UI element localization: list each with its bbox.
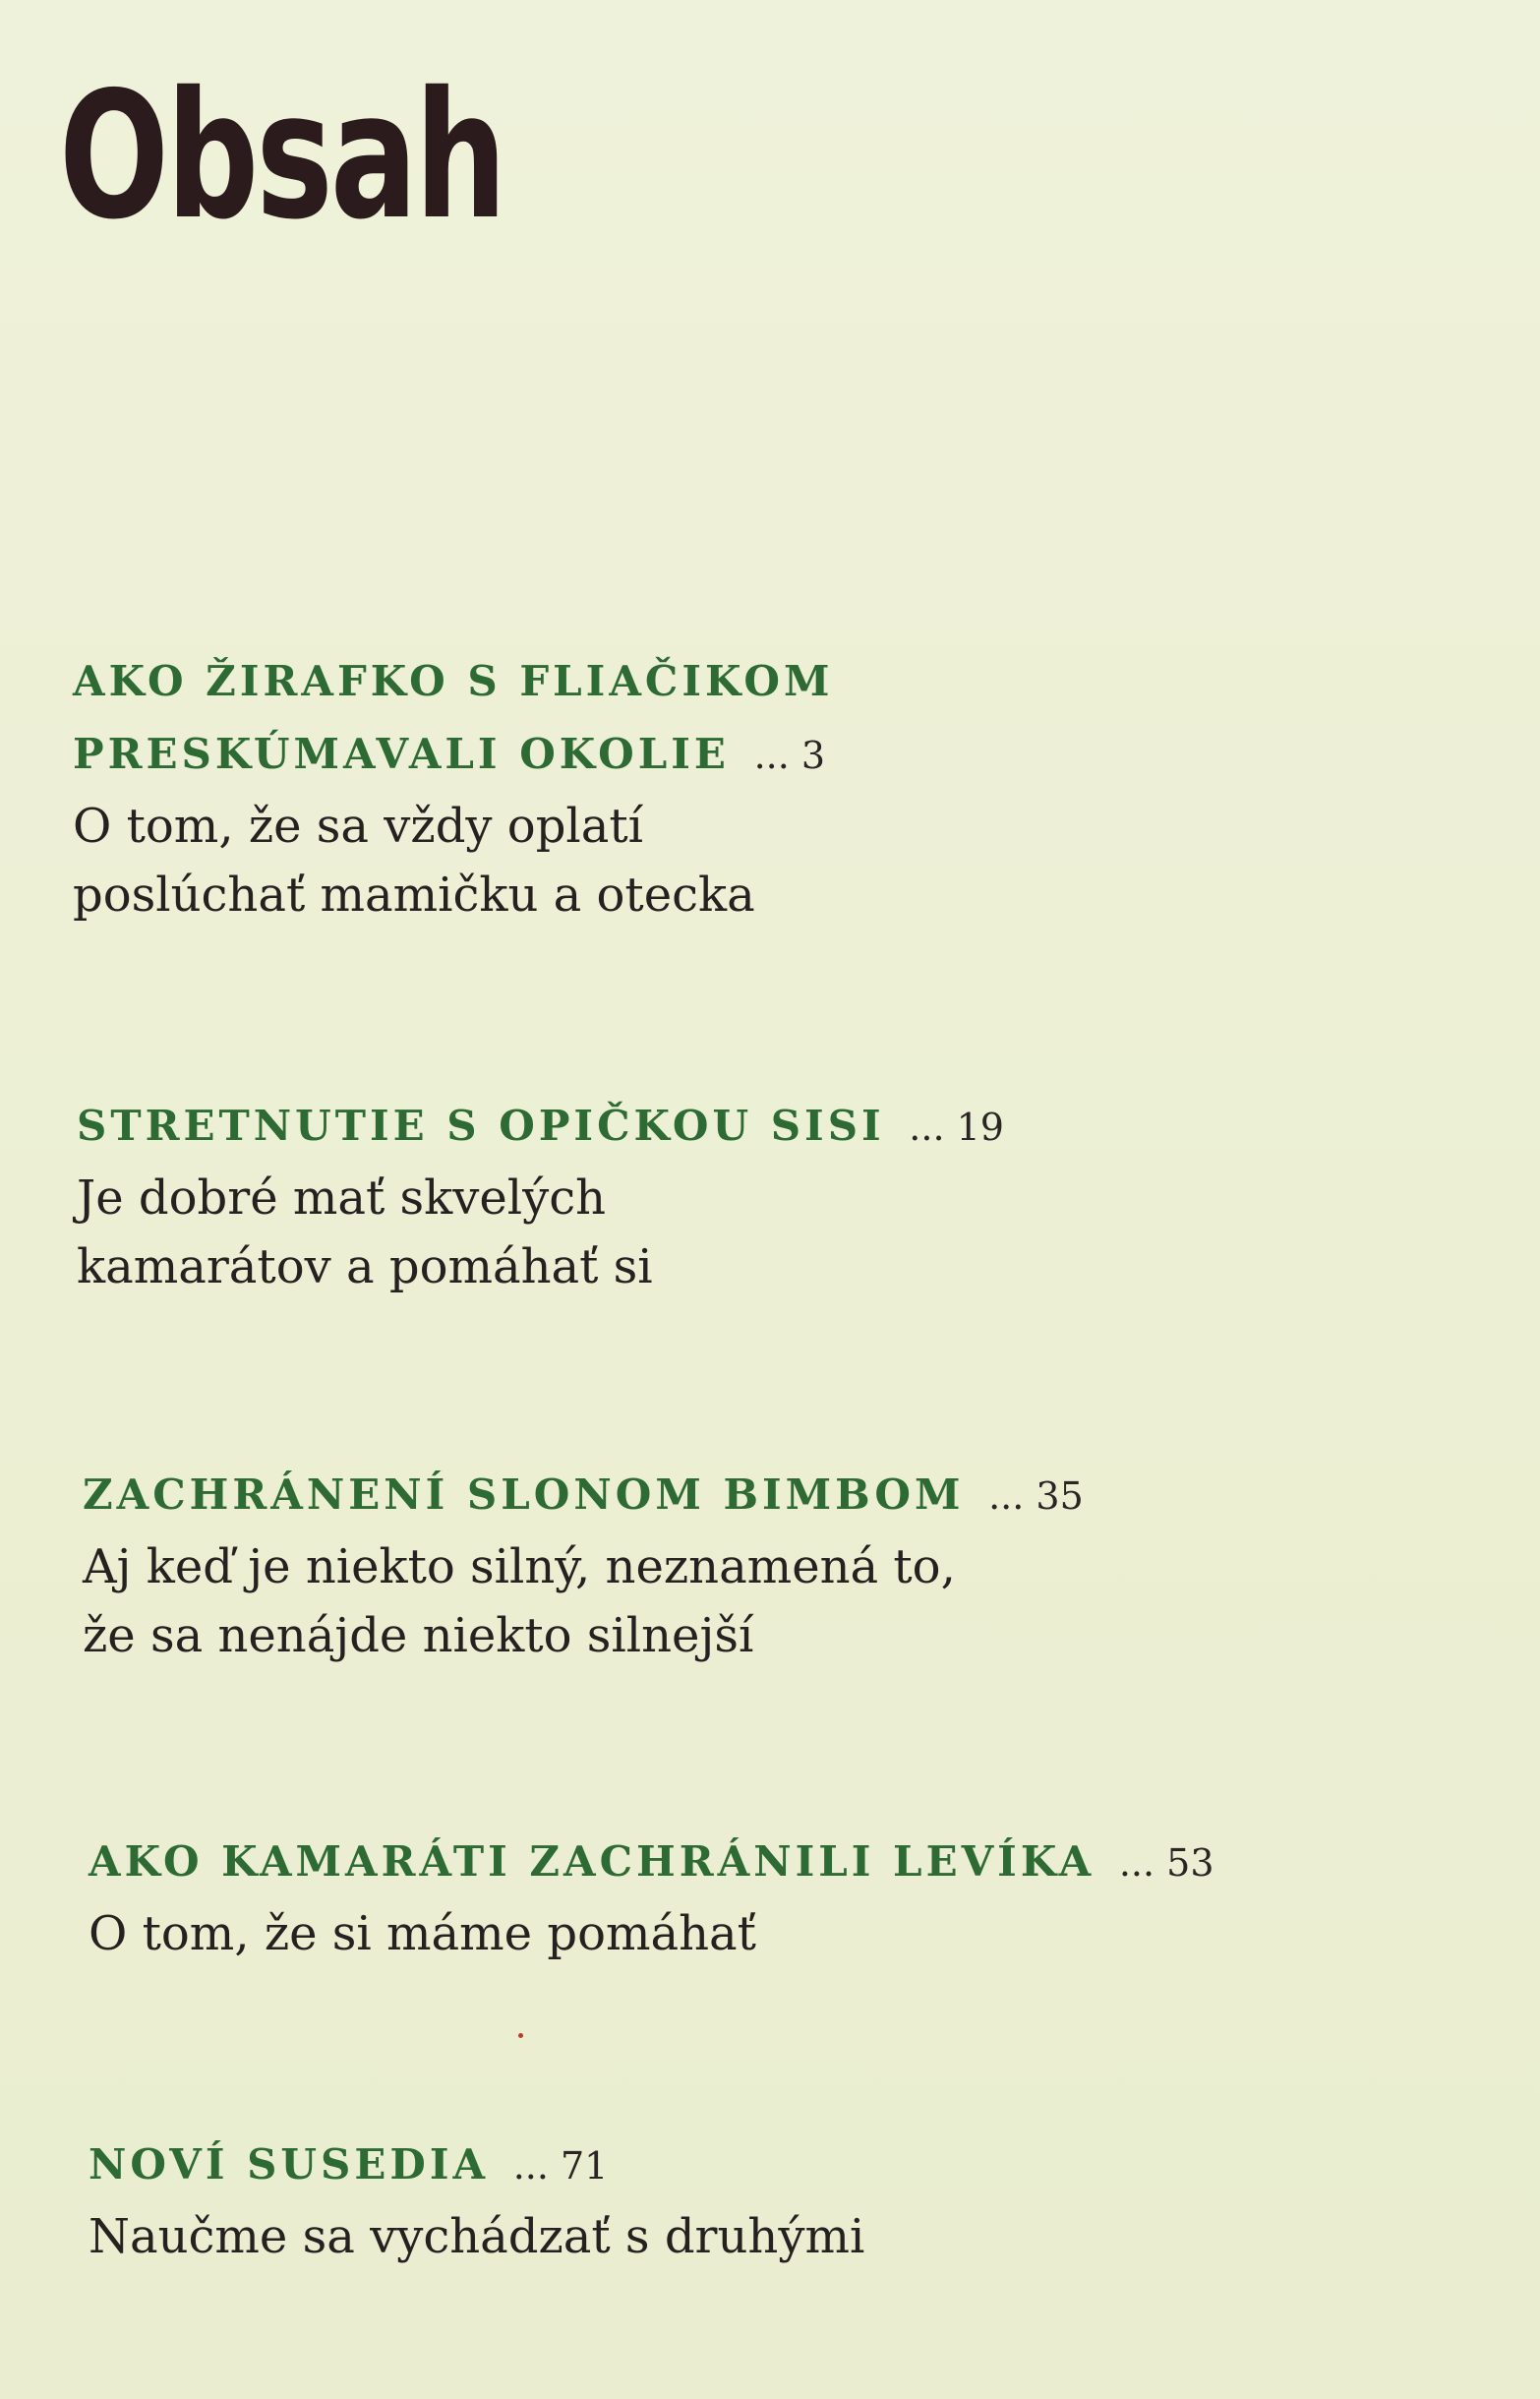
toc-entry-description-line: poslúchať mamičku a otecka bbox=[73, 868, 755, 923]
toc-entry-heading-line: PRESKÚMAVALI OKOLIE bbox=[73, 730, 730, 778]
toc-entry-description-line: O tom, že sa vždy oplatí bbox=[73, 799, 644, 854]
toc-entry-description-line: Je dobré mať skvelých bbox=[77, 1170, 607, 1226]
toc-entry bbox=[89, 2129, 1446, 2271]
toc-entry-description-line: kamarátov a pomáhať si bbox=[77, 1239, 653, 1294]
toc-entry-page-number: ... 19 bbox=[909, 1106, 1004, 1149]
toc-entry-heading-line: NOVÍ SUSEDIA bbox=[89, 2140, 490, 2189]
toc-entry-heading-line: AKO ŽIRAFKO S FLIAČIKOM bbox=[73, 657, 834, 705]
page-title: Obsah bbox=[59, 54, 504, 258]
toc-entry-heading bbox=[73, 645, 1430, 792]
toc-entry bbox=[73, 645, 1430, 930]
toc-entry-description bbox=[77, 1164, 1434, 1301]
toc-entry-description-line: že sa nenájde niekto silnejší bbox=[83, 1608, 754, 1663]
toc-entry-description bbox=[89, 2202, 1446, 2271]
toc-entry-description bbox=[73, 792, 1430, 930]
toc-entry-description-line: Aj keď je niekto silný, neznamená to, bbox=[83, 1539, 956, 1594]
toc-entry-heading-line: ZACHRÁNENÍ SLONOM BIMBOM bbox=[83, 1470, 965, 1519]
toc-entry bbox=[89, 1826, 1446, 1968]
toc-entry-heading bbox=[77, 1090, 1434, 1164]
print-speck bbox=[518, 2033, 523, 2038]
toc-entry-heading bbox=[83, 1459, 1440, 1532]
toc-entry-page-number: ... 53 bbox=[1118, 1841, 1214, 1885]
toc-entry-heading bbox=[89, 2129, 1446, 2202]
toc-entry-description-line: Naučme sa vychádzať s druhými bbox=[89, 2209, 865, 2264]
toc-entry-description-line: O tom, že si máme pomáhať bbox=[89, 1906, 756, 1961]
toc-entry-heading bbox=[89, 1826, 1446, 1899]
toc-entry-heading-line: STRETNUTIE S OPIČKOU SISI bbox=[77, 1102, 885, 1150]
toc-entry bbox=[83, 1459, 1440, 1670]
toc-entry-description bbox=[89, 1899, 1446, 1968]
toc-entry-page-number: ... 35 bbox=[988, 1474, 1084, 1518]
toc-entry-heading-line: AKO KAMARÁTI ZACHRÁNILI LEVÍKA bbox=[89, 1837, 1096, 1886]
toc-entry-page-number: ... 71 bbox=[512, 2144, 609, 2188]
toc-entry-description bbox=[83, 1532, 1440, 1670]
toc-entry-page-number: ... 3 bbox=[753, 734, 826, 777]
toc-entry bbox=[77, 1090, 1434, 1301]
